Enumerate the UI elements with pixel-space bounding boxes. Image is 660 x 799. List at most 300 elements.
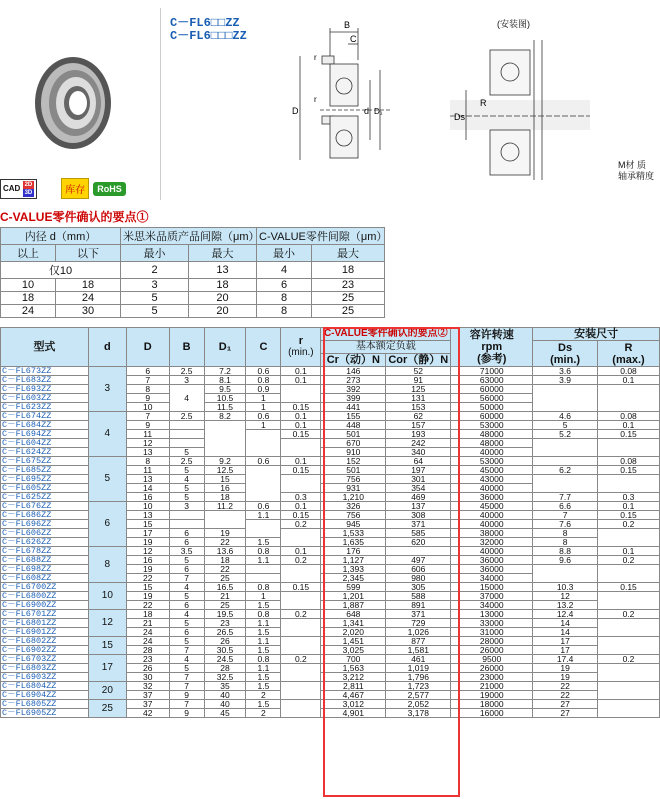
- value-cell: 52: [386, 367, 451, 376]
- dim-r2: r: [314, 95, 317, 104]
- model-cell[interactable]: C－FL694ZZ: [1, 430, 89, 439]
- value-cell: 0.08: [598, 457, 660, 466]
- value-cell: 3: [169, 502, 204, 511]
- model-cell[interactable]: C－FL623ZZ: [1, 403, 89, 412]
- value-cell: 4: [169, 583, 204, 592]
- value-cell: 9: [126, 394, 169, 403]
- value-cell: [598, 682, 660, 700]
- value-cell: 22: [533, 682, 598, 691]
- value-cell: 19: [126, 592, 169, 601]
- bore-cell: 25: [88, 700, 126, 718]
- value-cell: 15: [126, 583, 169, 592]
- value-cell: 197: [386, 466, 451, 475]
- model-cell[interactable]: C－FL6804ZZ: [1, 682, 89, 691]
- value-cell: 22: [533, 691, 598, 700]
- value-cell: 12: [533, 592, 598, 601]
- value-cell: 670: [321, 439, 386, 448]
- value-cell: 371: [386, 520, 451, 529]
- model-cell[interactable]: C－FL624ZZ: [1, 448, 89, 457]
- value-cell: [281, 637, 321, 655]
- value-cell: 1: [246, 403, 281, 412]
- value-cell: 45: [204, 709, 246, 718]
- value-cell: 392: [321, 385, 386, 394]
- value-cell: 6: [169, 538, 204, 547]
- value-cell: 3,025: [321, 646, 386, 655]
- col-min: 最小: [121, 245, 189, 262]
- value-cell: [169, 421, 204, 430]
- value-cell: 756: [321, 511, 386, 520]
- bore-cell: 4: [88, 412, 126, 457]
- model-cell[interactable]: C－FL6901ZZ: [1, 628, 89, 637]
- value-cell: 5: [169, 619, 204, 628]
- value-cell: 599: [321, 583, 386, 592]
- value-cell: 40000: [451, 547, 533, 556]
- value-cell: 0.2: [281, 610, 321, 619]
- value-cell: 0.2: [598, 556, 660, 565]
- value-cell: 0.8: [246, 610, 281, 619]
- model-cell[interactable]: C－FL626ZZ: [1, 538, 89, 547]
- value-cell: 1.5: [246, 646, 281, 655]
- value-cell: 19000: [451, 691, 533, 700]
- value-cell: [598, 700, 660, 718]
- value-cell: 371: [386, 610, 451, 619]
- dim-D: D: [292, 106, 299, 116]
- value-cell: 10.3: [533, 583, 598, 592]
- value-cell: 21000: [451, 682, 533, 691]
- value-cell: 4,901: [321, 709, 386, 718]
- value-cell: 3.9: [533, 376, 598, 385]
- value-cell: 0.2: [281, 655, 321, 664]
- value-cell: 30: [126, 673, 169, 682]
- value-cell: 0.15: [598, 583, 660, 592]
- model-cell[interactable]: C－FL673ZZ: [1, 367, 89, 376]
- value-cell: 37: [126, 700, 169, 709]
- value-cell: 1,451: [321, 637, 386, 646]
- model-cell[interactable]: C－FL604ZZ: [1, 439, 89, 448]
- value-cell: 12: [126, 547, 169, 556]
- dim-Ds: Ds: [454, 112, 465, 122]
- value-cell: 9: [169, 691, 204, 700]
- model-cell[interactable]: C－FL6904ZZ: [1, 691, 89, 700]
- col-type: 型式: [1, 328, 89, 367]
- value-cell: 24: [126, 628, 169, 637]
- value-cell: 8.8: [533, 547, 598, 556]
- value-cell: [281, 529, 321, 547]
- value-cell: 1.5: [246, 538, 281, 547]
- value-cell: [281, 619, 321, 637]
- value-cell: 1.5: [246, 601, 281, 610]
- value-cell: 9.2: [204, 457, 246, 466]
- value-cell: 5: [169, 637, 204, 646]
- model-cell[interactable]: C－FL674ZZ: [1, 412, 89, 421]
- value-cell: 3,178: [386, 709, 451, 718]
- bore-cell: 10: [88, 583, 126, 610]
- value-cell: 0.15: [281, 583, 321, 592]
- value-cell: 19: [533, 673, 598, 682]
- model-cell[interactable]: C－FL6800ZZ: [1, 592, 89, 601]
- value-cell: 14: [533, 628, 598, 637]
- value-cell: 4.6: [533, 412, 598, 421]
- value-cell: 22: [204, 538, 246, 547]
- value-cell: 0.1: [598, 547, 660, 556]
- value-cell: 945: [321, 520, 386, 529]
- value-cell: 1,019: [386, 664, 451, 673]
- value-cell: 42: [126, 709, 169, 718]
- 2d-badge[interactable]: 2D: [24, 181, 33, 188]
- model-cell[interactable]: C－FL608ZZ: [1, 574, 89, 583]
- value-cell: 13: [126, 511, 169, 520]
- value-cell: 12.4: [533, 610, 598, 619]
- value-cell: 0.2: [281, 556, 321, 565]
- value-cell: 27: [533, 709, 598, 718]
- bearing-dimension-diagram: [280, 20, 410, 190]
- model-cell[interactable]: C－FL6700ZZ: [1, 583, 89, 592]
- model-cell[interactable]: C－FL684ZZ: [1, 421, 89, 430]
- value-cell: 56000: [451, 394, 533, 403]
- value-cell: [598, 637, 660, 655]
- value-cell: 63000: [451, 376, 533, 385]
- value-cell: 326: [321, 502, 386, 511]
- value-cell: 877: [386, 637, 451, 646]
- value-cell: [598, 529, 660, 547]
- value-cell: 0.9: [246, 385, 281, 394]
- value-cell: 14: [533, 619, 598, 628]
- value-cell: 0.6: [246, 367, 281, 376]
- value-cell: 11: [126, 466, 169, 475]
- col-max: 最大: [189, 245, 257, 262]
- material-label: M材 质 轴承精度: [618, 160, 655, 181]
- model-cell[interactable]: C－FL605ZZ: [1, 484, 89, 493]
- value-cell: [169, 511, 204, 520]
- value-cell: 17.4: [533, 655, 598, 664]
- value-cell: 131: [386, 394, 451, 403]
- value-cell: 1,127: [321, 556, 386, 565]
- value-cell: 153: [386, 403, 451, 412]
- product-photo: [0, 0, 160, 200]
- value-cell: 6: [126, 367, 169, 376]
- value-cell: 0.1: [281, 367, 321, 376]
- value-cell: 155: [321, 412, 386, 421]
- value-cell: 0.15: [281, 466, 321, 475]
- value-cell: 7: [169, 646, 204, 655]
- value-cell: 1,563: [321, 664, 386, 673]
- value-cell: 64: [386, 457, 451, 466]
- model-cell[interactable]: C－FL6805ZZ: [1, 700, 89, 709]
- value-cell: 910: [321, 448, 386, 457]
- value-cell: 5: [169, 448, 204, 457]
- value-cell: 5.2: [533, 430, 598, 439]
- value-cell: 24.5: [204, 655, 246, 664]
- model-cell[interactable]: C－FL6803ZZ: [1, 664, 89, 673]
- model-cell[interactable]: C－FL6802ZZ: [1, 637, 89, 646]
- value-cell: 11.5: [204, 403, 246, 412]
- value-cell: 16: [126, 556, 169, 565]
- value-cell: 62: [386, 412, 451, 421]
- col-cor: Cor（静）N: [386, 354, 451, 367]
- model-cell[interactable]: C－FL675ZZ: [1, 457, 89, 466]
- value-cell: 17: [533, 637, 598, 646]
- col-cvalue: C-VALUE零件间隙（μm）: [257, 228, 385, 245]
- value-cell: 45000: [451, 502, 533, 511]
- table-row: 24 30 5 20 8 25: [1, 305, 385, 318]
- value-cell: 0.08: [598, 367, 660, 376]
- value-cell: 729: [386, 619, 451, 628]
- value-cell: 16: [126, 493, 169, 502]
- value-cell: 18000: [451, 700, 533, 709]
- value-cell: 9500: [451, 655, 533, 664]
- value-cell: 399: [321, 394, 386, 403]
- bore-cell: 17: [88, 655, 126, 682]
- model-cell[interactable]: C－FL606ZZ: [1, 529, 89, 538]
- value-cell: [281, 700, 321, 718]
- value-cell: [598, 619, 660, 637]
- value-cell: 2,345: [321, 574, 386, 583]
- value-cell: 4,467: [321, 691, 386, 700]
- value-cell: 1: [246, 592, 281, 601]
- value-cell: 0.1: [281, 412, 321, 421]
- value-cell: 6.2: [533, 466, 598, 475]
- dim-C: C: [350, 34, 357, 44]
- value-cell: 5: [533, 421, 598, 430]
- value-cell: 6: [169, 529, 204, 538]
- model-cell[interactable]: C－FL686ZZ: [1, 511, 89, 520]
- model-cell[interactable]: C－FL6900ZZ: [1, 601, 89, 610]
- value-cell: 0.2: [598, 520, 660, 529]
- value-cell: 0.08: [598, 412, 660, 421]
- value-cell: 0.15: [281, 430, 321, 439]
- value-cell: 5: [169, 556, 204, 565]
- value-cell: 34000: [451, 574, 533, 583]
- value-cell: 22: [126, 574, 169, 583]
- value-cell: 4: [169, 385, 204, 412]
- value-cell: [598, 565, 660, 583]
- value-cell: 53000: [451, 457, 533, 466]
- value-cell: 7: [169, 673, 204, 682]
- value-cell: 16: [204, 484, 246, 493]
- value-cell: 0.15: [598, 511, 660, 520]
- value-cell: [204, 511, 246, 529]
- value-cell: 16.5: [204, 583, 246, 592]
- value-cell: 6: [169, 601, 204, 610]
- point1-title: C-VALUE零件确认的要点①: [0, 210, 149, 224]
- value-cell: 21: [126, 619, 169, 628]
- value-cell: 137: [386, 502, 451, 511]
- badge-row: [0, 178, 126, 199]
- value-cell: 17: [126, 529, 169, 538]
- col-bore: 内径 d（mm）: [1, 228, 121, 245]
- model-cell[interactable]: C－FL6905ZZ: [1, 709, 89, 718]
- value-cell: [598, 385, 660, 412]
- value-cell: 7: [533, 511, 598, 520]
- value-cell: 2.5: [169, 457, 204, 466]
- value-cell: 931: [321, 484, 386, 493]
- model-cell[interactable]: C－FL6902ZZ: [1, 646, 89, 655]
- value-cell: 13: [126, 448, 169, 457]
- dim-r1: r: [314, 53, 317, 62]
- bore-cell: 3: [88, 367, 126, 412]
- value-cell: 36000: [451, 556, 533, 565]
- value-cell: 0.1: [281, 421, 321, 430]
- col-R: R (max.): [598, 341, 660, 367]
- value-cell: 28: [126, 646, 169, 655]
- model-cell[interactable]: C－FL688ZZ: [1, 556, 89, 565]
- value-cell: [281, 664, 321, 682]
- model-cell[interactable]: C－FL696ZZ: [1, 520, 89, 529]
- value-cell: 469: [386, 493, 451, 502]
- value-cell: 26: [126, 664, 169, 673]
- value-cell: 4: [169, 610, 204, 619]
- 3d-badge[interactable]: 3D: [24, 189, 33, 196]
- bore-cell: 5: [88, 457, 126, 502]
- bore-cell: 12: [88, 610, 126, 637]
- value-cell: 7: [169, 700, 204, 709]
- value-cell: 2: [246, 691, 281, 700]
- bore-cell: 15: [88, 637, 126, 655]
- value-cell: 9: [126, 421, 169, 430]
- col-lt: 以下: [56, 245, 121, 262]
- value-cell: 35: [204, 682, 246, 691]
- value-cell: 19: [204, 529, 246, 538]
- value-cell: 10: [126, 403, 169, 412]
- model-cell[interactable]: C－FL603ZZ: [1, 394, 89, 403]
- value-cell: 11: [126, 430, 169, 439]
- value-cell: 125: [386, 385, 451, 394]
- value-cell: 0.3: [598, 493, 660, 502]
- model-cell[interactable]: C－FL685ZZ: [1, 466, 89, 475]
- value-cell: 15: [126, 520, 169, 529]
- value-cell: 13: [126, 475, 169, 484]
- value-cell: 24: [126, 637, 169, 646]
- value-cell: 7: [126, 412, 169, 421]
- value-cell: [598, 664, 660, 682]
- bearing-image: [28, 48, 118, 158]
- stock-badge: 库存: [61, 178, 89, 199]
- value-cell: 17: [533, 646, 598, 655]
- value-cell: [281, 439, 321, 457]
- value-cell: 31000: [451, 628, 533, 637]
- value-cell: [533, 439, 598, 457]
- value-cell: 606: [386, 565, 451, 574]
- value-cell: [281, 385, 321, 403]
- value-cell: 1: [246, 394, 281, 403]
- value-cell: 18: [126, 610, 169, 619]
- value-cell: 3,212: [321, 673, 386, 682]
- value-cell: 0.1: [598, 421, 660, 430]
- value-cell: 2.5: [169, 412, 204, 421]
- value-cell: 11.2: [204, 502, 246, 511]
- value-cell: 71000: [451, 367, 533, 376]
- value-cell: 756: [321, 475, 386, 484]
- value-cell: 91: [386, 376, 451, 385]
- value-cell: 2,020: [321, 628, 386, 637]
- table-row: 18 24 5 20 8 25: [1, 292, 385, 305]
- value-cell: 32000: [451, 538, 533, 547]
- value-cell: 26: [204, 637, 246, 646]
- value-cell: 23: [126, 655, 169, 664]
- bore-cell: 20: [88, 682, 126, 700]
- bore-cell: 6: [88, 502, 126, 547]
- value-cell: 1,201: [321, 592, 386, 601]
- model-cell[interactable]: C－FL6903ZZ: [1, 673, 89, 682]
- model-cell[interactable]: C－FL683ZZ: [1, 376, 89, 385]
- value-cell: 501: [321, 430, 386, 439]
- value-cell: 8.2: [204, 412, 246, 421]
- model-cell[interactable]: C－FL6701ZZ: [1, 610, 89, 619]
- value-cell: [598, 592, 660, 610]
- value-cell: 7: [169, 574, 204, 583]
- value-cell: 38000: [451, 529, 533, 538]
- install-diagram: [450, 30, 590, 190]
- value-cell: [246, 565, 281, 574]
- col-misumi: 米思米品质产品间隙（μm）: [121, 228, 257, 245]
- value-cell: 9.6: [533, 556, 598, 565]
- cad-badge[interactable]: CAD 2D 3D: [0, 179, 37, 199]
- model-cell[interactable]: C－FL698ZZ: [1, 565, 89, 574]
- bore-cell: 8: [88, 547, 126, 583]
- value-cell: 0.2: [281, 520, 321, 529]
- value-cell: 8.1: [204, 376, 246, 385]
- model-cell[interactable]: C－FL6801ZZ: [1, 619, 89, 628]
- value-cell: 18: [204, 493, 246, 502]
- divider: [160, 8, 161, 200]
- value-cell: 5: [169, 592, 204, 601]
- value-cell: 9: [169, 709, 204, 718]
- value-cell: 45000: [451, 466, 533, 475]
- value-cell: 152: [321, 457, 386, 466]
- value-cell: 620: [386, 538, 451, 547]
- model-cell[interactable]: C－FL678ZZ: [1, 547, 89, 556]
- value-cell: 305: [386, 583, 451, 592]
- value-cell: 501: [321, 466, 386, 475]
- col-D: D: [126, 328, 169, 367]
- dim-d: d: [364, 106, 370, 116]
- value-cell: 1.1: [246, 511, 281, 520]
- value-cell: 0.8: [246, 655, 281, 664]
- value-cell: 1,723: [386, 682, 451, 691]
- table-row: 10 18 3 18 6 23: [1, 279, 385, 292]
- value-cell: 0.1: [281, 376, 321, 385]
- value-cell: 40000: [451, 484, 533, 493]
- table-row: [1, 412, 660, 421]
- value-cell: 2.5: [169, 367, 204, 376]
- model-cell[interactable]: C－FL695ZZ: [1, 475, 89, 484]
- col-install: 安装尺寸: [533, 328, 660, 341]
- value-cell: 33000: [451, 619, 533, 628]
- value-cell: 7.6: [533, 520, 598, 529]
- model-cell[interactable]: C－FL625ZZ: [1, 493, 89, 502]
- dim-B: B: [344, 20, 351, 30]
- value-cell: [169, 430, 204, 439]
- model-cell[interactable]: C－FL6703ZZ: [1, 655, 89, 664]
- model-cell[interactable]: C－FL693ZZ: [1, 385, 89, 394]
- value-cell: 1.1: [246, 619, 281, 628]
- model-code-2: C－FL6□□□ZZ: [170, 29, 247, 43]
- value-cell: [598, 475, 660, 493]
- value-cell: 1: [246, 421, 281, 430]
- model-cell[interactable]: C－FL676ZZ: [1, 502, 89, 511]
- value-cell: 30.5: [204, 646, 246, 655]
- value-cell: 1,533: [321, 529, 386, 538]
- value-cell: 0.15: [598, 430, 660, 439]
- value-cell: 25: [204, 601, 246, 610]
- value-cell: 0.1: [281, 547, 321, 556]
- value-cell: 7: [126, 376, 169, 385]
- value-cell: 0.6: [246, 457, 281, 466]
- value-cell: [533, 475, 598, 493]
- value-cell: 273: [321, 376, 386, 385]
- value-cell: 1,581: [386, 646, 451, 655]
- value-cell: 0.6: [246, 502, 281, 511]
